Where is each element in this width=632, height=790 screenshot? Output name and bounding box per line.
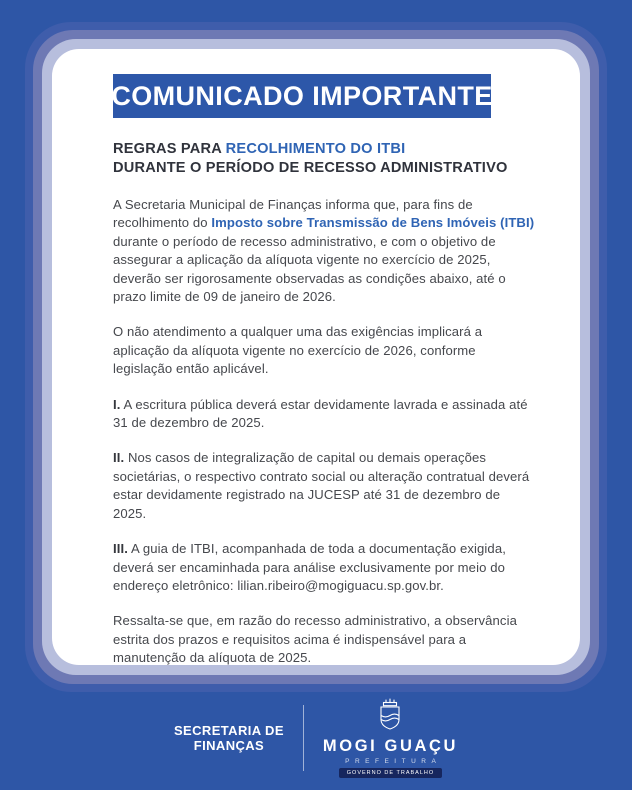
- card-frame-outer: [25, 22, 607, 692]
- rule-item-1-text: A escritura pública deverá estar devidamente lavrada e assinada até 31 de dezembro de 2025.: [113, 396, 528, 431]
- rule-item-2: [113, 449, 537, 523]
- subtitle: [113, 140, 537, 177]
- department-line2: FINANÇAS: [193, 738, 265, 753]
- itbi-highlight: Imposto sobre Transmissão de Bens Imóveis (ITBI): [211, 215, 535, 231]
- card-frame-light: [42, 39, 590, 675]
- footer-divider: [303, 705, 304, 771]
- rule-item-1-numeral: I.: [113, 396, 121, 412]
- government-slogan-badge: GOVERNO DE TRABALHO: [339, 768, 442, 778]
- intro-text-after: durante o período de recesso administrativo, e com o objetivo de assegurar a aplicação da alíquota vigente no exercício de 2025, deverão ser rigorosamente observadas as condições abaixo, até o prazo limite de 09 de janeiro de 2026.: [113, 233, 506, 305]
- subtitle-line1-highlight: RECOLHIMENTO DO ITBI: [225, 141, 406, 157]
- banner: [113, 74, 491, 118]
- intro-paragraph: [113, 196, 537, 306]
- subtitle-line1-prefix: REGRAS PARA: [113, 141, 226, 157]
- subtitle-line2: DURANTE O PERÍODO DE RECESSO ADMINISTRATIVO: [113, 159, 508, 176]
- rule-item-3: [113, 540, 537, 595]
- intro-text-before: A Secretaria Municipal de Finanças informa que, para fins de recolhimento do: [113, 197, 473, 231]
- card-frame-mid: [33, 30, 599, 684]
- announcement-card: [52, 49, 580, 665]
- rule-item-3-text: A guia de ITBI, acompanhada de toda a documentação exigida, deverá ser encaminhada para análise exclusivamente por meio do endereço eletrônico: lilian.ribeiro@mogiguacu.sp.gov.br.: [113, 541, 506, 593]
- city-logo: [323, 698, 458, 778]
- closing-paragraph: Ressalta-se que, em razão do recesso administrativo, a observância estrita dos prazos e requisitos acima é indispensável para a manutenção da alíquota de 2025.: [113, 613, 517, 665]
- footer: [0, 692, 632, 790]
- rule-item-2-text: Nos casos de integralização de capital ou demais operações societárias, o respectivo contrato social ou alteração contratual deverá estar devidamente registrado na JUCESP até 31 de dezembro de 2025.: [113, 450, 530, 521]
- department-name: [174, 723, 284, 754]
- prefeitura-label: PREFEITURA: [345, 758, 442, 765]
- department-line1: SECRETARIA DE: [173, 722, 284, 738]
- banner-title: COMUNICADO IMPORTANTE: [111, 80, 493, 111]
- warning-paragraph: O não atendimento a qualquer uma das exigências implicará a aplicação da alíquota vigente no exercício de 2026, conforme legislação então aplicável.: [113, 324, 483, 377]
- rule-item-3-numeral: III.: [113, 541, 128, 557]
- city-name: MOGI GUAÇU: [322, 737, 459, 755]
- coat-of-arms-icon: [376, 698, 404, 734]
- rule-item-2-numeral: II.: [113, 450, 125, 466]
- rule-item-1: [113, 396, 537, 433]
